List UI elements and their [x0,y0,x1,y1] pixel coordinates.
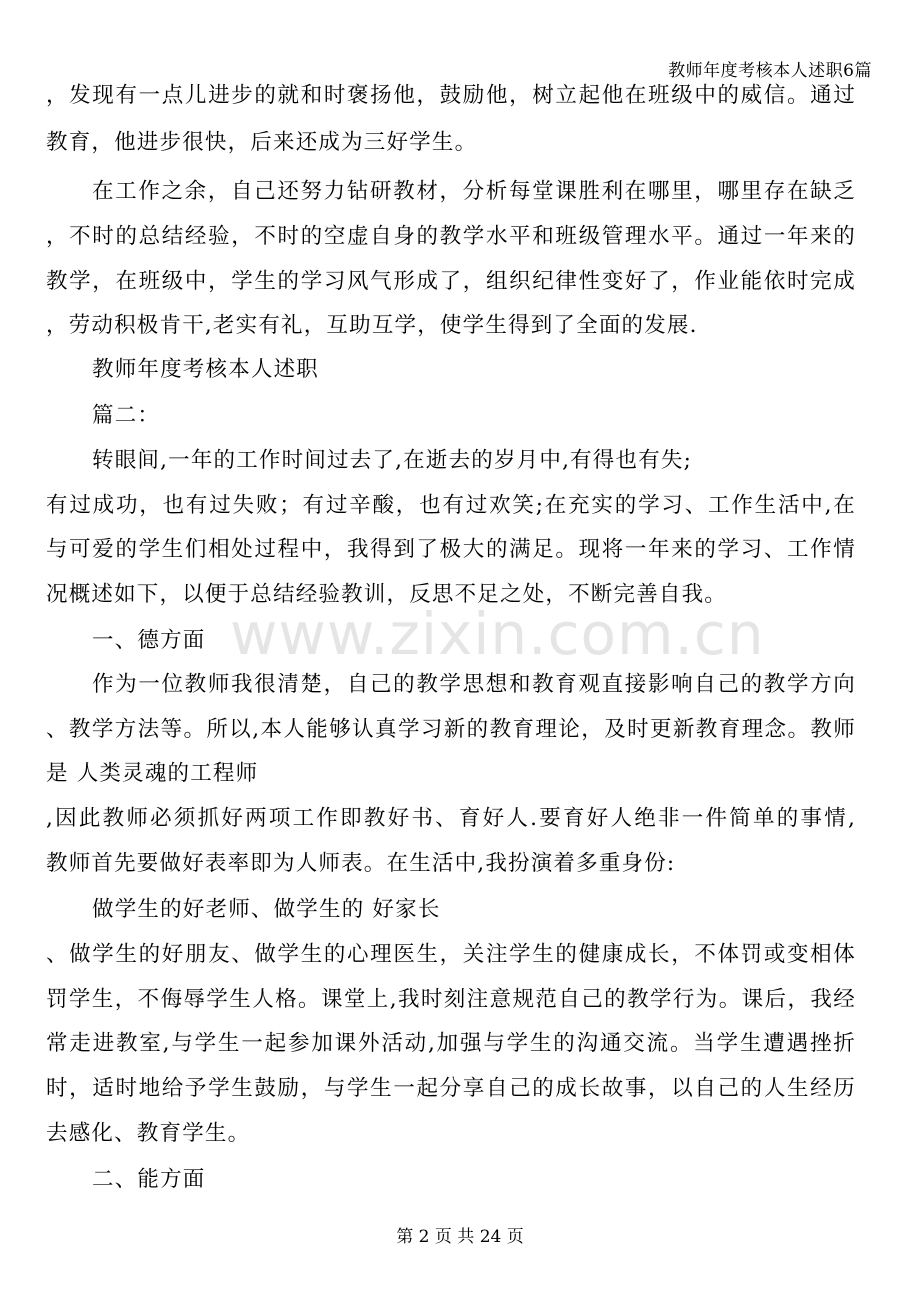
text-line: ,因此教师必须抓好两项工作即教好书、育好人.要育好人绝非一件简单的事情, [46,806,856,831]
section-heading: 一、德方面 [92,628,206,653]
text-line: 教师首先要做好表率即为人师表。在生活中,我扮演着多重身份: [46,851,676,876]
text-line: ，劳动积极肯干,老实有礼，互助互学，使学生得到了全面的发展. [46,313,698,338]
text-line: 与可爱的学生们相处过程中，我得到了极大的满足。现将一年来的学习、工作情 [46,537,856,562]
text-line: ，发现有一点儿进步的就和时褒扬他，鼓励他，树立起他在班级中的威信。通过 [46,83,856,108]
page-footer: 第 2 页 共 24 页 [396,1227,524,1247]
text-line: 有过成功，也有过失败；有过辛酸，也有过欢笑;在充实的学习、工作生活中,在 [46,493,856,518]
text-line: 、教学方法等。所以,本人能够认真学习新的教育理论，及时更新教育理念。教师 [46,717,856,742]
text-line: 作为一位教师我很清楚，自己的教学思想和教育观直接影响自己的教学方向 [92,672,856,697]
watermark: www.zixin.com.cn [230,600,765,668]
text-line: 教育，他进步很快，后来还成为三好学生。 [46,130,478,155]
section-title: 教师年度考核本人述职 [92,357,320,382]
page-header-title: 教师年度考核本人述职6篇 [668,61,872,81]
text-line: ，不时的总结经验，不时的空虚自身的教学水平和班级管理水平。通过一年来的 [46,224,856,249]
text-line: 是 人类灵魂的工程师 [46,761,259,786]
text-line: 在工作之余，自己还努力钻研教材，分析每堂课胜利在哪里，哪里存在缺乏 [92,179,856,204]
section-subtitle: 篇二： [92,403,161,428]
text-line: 常走进教室,与学生一起参加课外活动,加强与学生的沟通交流。当学生遭遇挫折 [46,1031,856,1056]
section-heading: 二、能方面 [92,1167,206,1192]
text-line: 时，适时地给予学生鼓励，与学生一起分享自己的成长故事，以自己的人生经历 [46,1076,856,1101]
text-line: 况概述如下，以便于总结经验教训，反思不足之处，不断完善自我。 [46,582,728,607]
text-line: 、做学生的好朋友、做学生的心理医生，关注学生的健康成长，不体罚或变相体 [46,942,856,967]
text-line: 教学，在班级中，学生的学习风气形成了，组织纪律性变好了，作业能依时完成 [46,269,856,294]
text-line: 去感化、教育学生。 [46,1121,251,1146]
text-line: 罚学生，不侮辱学生人格。课堂上,我时刻注意规范自己的教学行为。课后，我经 [46,987,856,1012]
text-line: 转眼间,一年的工作时间过去了,在逝去的岁月中,有得也有失; [92,448,693,473]
text-line: 做学生的好老师、做学生的 好家长 [92,897,441,922]
